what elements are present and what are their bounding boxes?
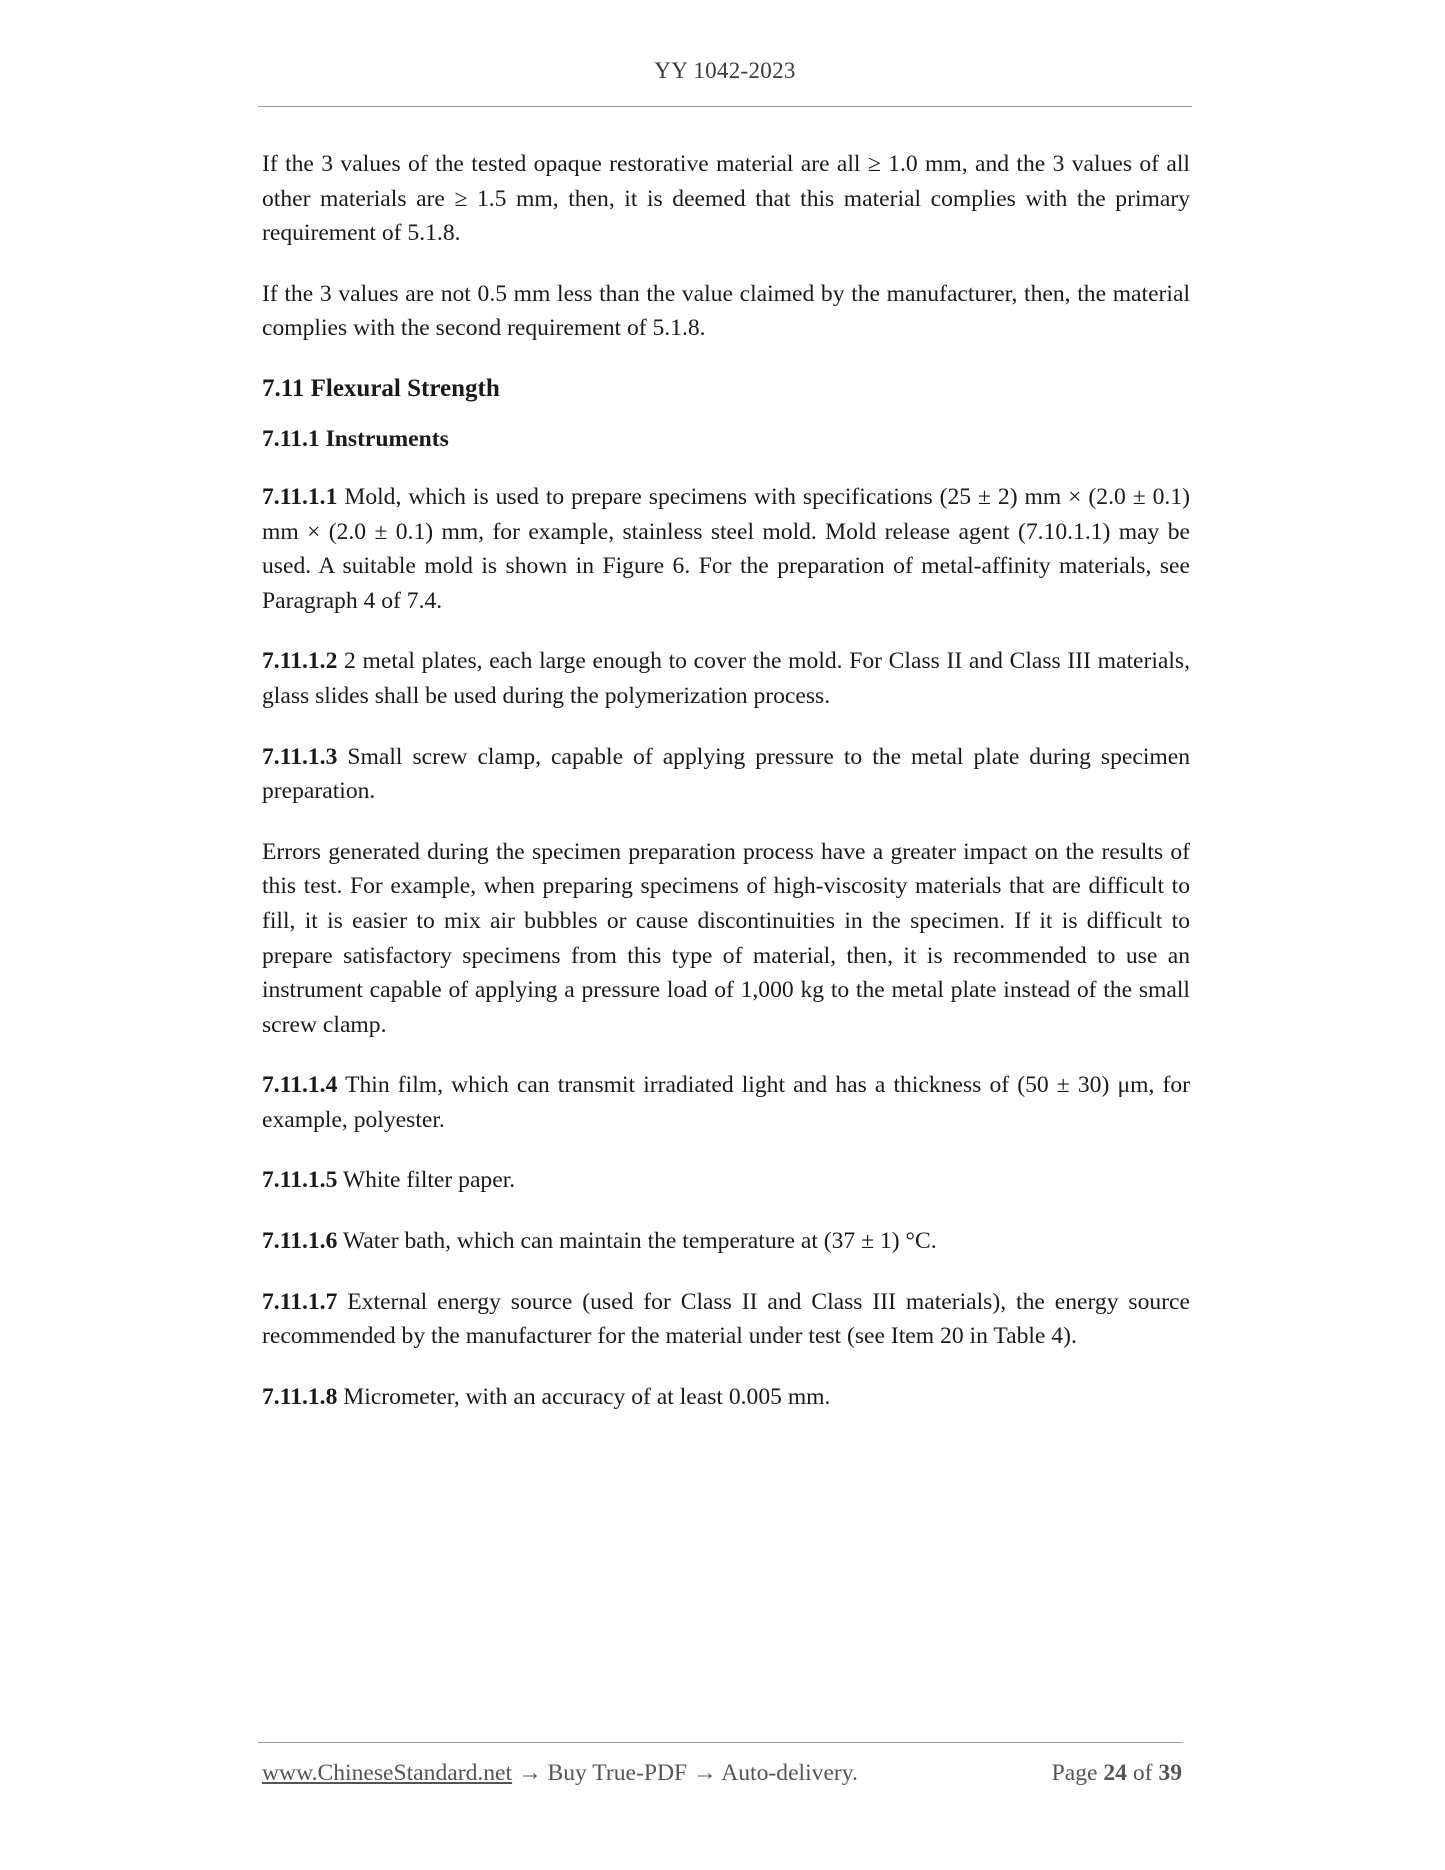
footer-tagline: → Buy True-PDF → Auto-delivery. <box>512 1760 858 1786</box>
clause-7-11-1-2 <box>262 644 1190 713</box>
page-number <box>1052 1760 1182 1787</box>
paragraph-second-requirement: If the 3 values are not 0.5 mm less than the value claimed by the manufacturer, then, the material complies with the second requirement of 5.1.8. <box>262 280 1190 342</box>
clause-7-11-1-5 <box>262 1163 1190 1198</box>
subsection-title-instruments: 7.11.1 Instruments <box>262 425 449 452</box>
clause-text: 2 metal plates, each large enough to cover the mold. For Class II and Class III materials, glass slides shall be used during the polymerization process. <box>262 648 1190 709</box>
clause-text: White filter paper. <box>337 1167 516 1194</box>
clause-text: Mold, which is used to prepare specimens with specifications (25 ± 2) mm × (2.0 ± 0.1) mm × (2.0 ± 0.1) mm, for example, stainless steel mold. Mold release agent (7.10.1.1) may be used. A suitable mold is shown in Figure 6. For the preparation of metal-affinity materials, see Paragraph 4 of 7.4. <box>262 483 1190 614</box>
clause-7-11-1-4 <box>262 1068 1190 1137</box>
footer-promo <box>262 1760 858 1787</box>
footer-divider <box>258 1742 1183 1743</box>
clause-number: 7.11.1.3 <box>262 743 338 770</box>
header-divider <box>258 106 1192 107</box>
clause-7-11-1-6 <box>262 1224 1190 1259</box>
clause-text: Micrometer, with an accuracy of at least 0.005 mm. <box>337 1383 831 1410</box>
document-header-code: YY 1042-2023 <box>654 58 796 83</box>
page-label: Page <box>1051 1760 1104 1786</box>
clause-text: External energy source (used for Class II and Class III materials), the energy source recommended by the manufacturer for the material under test (see Item 20 in Table 4). <box>262 1288 1190 1350</box>
clause-number: 7.11.1.2 <box>262 648 338 675</box>
clause-7-11-1-8 <box>262 1380 1190 1415</box>
page-total: 39 <box>1158 1760 1182 1786</box>
paragraph-primary-requirement: If the 3 values of the tested opaque restorative material are all ≥ 1.0 mm, and the 3 values of all other materials are ≥ 1.5 mm, then, it is deemed that this material complies with the primary requirement of 5.1.8. <box>262 151 1190 247</box>
clause-number: 7.11.1.7 <box>262 1288 338 1315</box>
document-body <box>262 147 1190 1440</box>
website-link[interactable]: www.ChineseStandard.net <box>262 1760 513 1786</box>
page-of-label: of <box>1126 1760 1159 1786</box>
paragraph-specimen-errors-note: Errors generated during the specimen preparation process have a greater impact on the results of this test. For example, when preparing specimens of high-viscosity materials that are difficult to fill, it is easier to mix air bubbles or cause discontinuities in the specimen. If it is difficult to prepare satisfactory specimens from this type of material, then, it is recommended to use an instrument capable of applying a pressure load of 1,000 kg to the metal plate instead of the small screw clamp. <box>262 838 1190 1038</box>
page-current: 24 <box>1103 1760 1127 1786</box>
clause-number: 7.11.1.8 <box>262 1383 338 1410</box>
clause-number: 7.11.1.6 <box>262 1228 338 1255</box>
clause-number: 7.11.1.4 <box>262 1072 338 1099</box>
clause-number: 7.11.1.1 <box>262 483 338 510</box>
clause-text: Small screw clamp, capable of applying pressure to the metal plate during specimen preparation. <box>262 743 1190 805</box>
clause-7-11-1-3 <box>262 740 1190 809</box>
clause-text: Thin film, which can transmit irradiated light and has a thickness of (50 ± 30) μm, for example, polyester. <box>262 1072 1190 1133</box>
clause-text: Water bath, which can maintain the temperature at (37 ± 1) °C. <box>337 1228 937 1255</box>
section-title-flexural-strength: 7.11 Flexural Strength <box>262 374 500 402</box>
clause-number: 7.11.1.5 <box>262 1167 338 1194</box>
clause-7-11-1-1 <box>262 480 1190 618</box>
clause-7-11-1-7 <box>262 1285 1190 1354</box>
